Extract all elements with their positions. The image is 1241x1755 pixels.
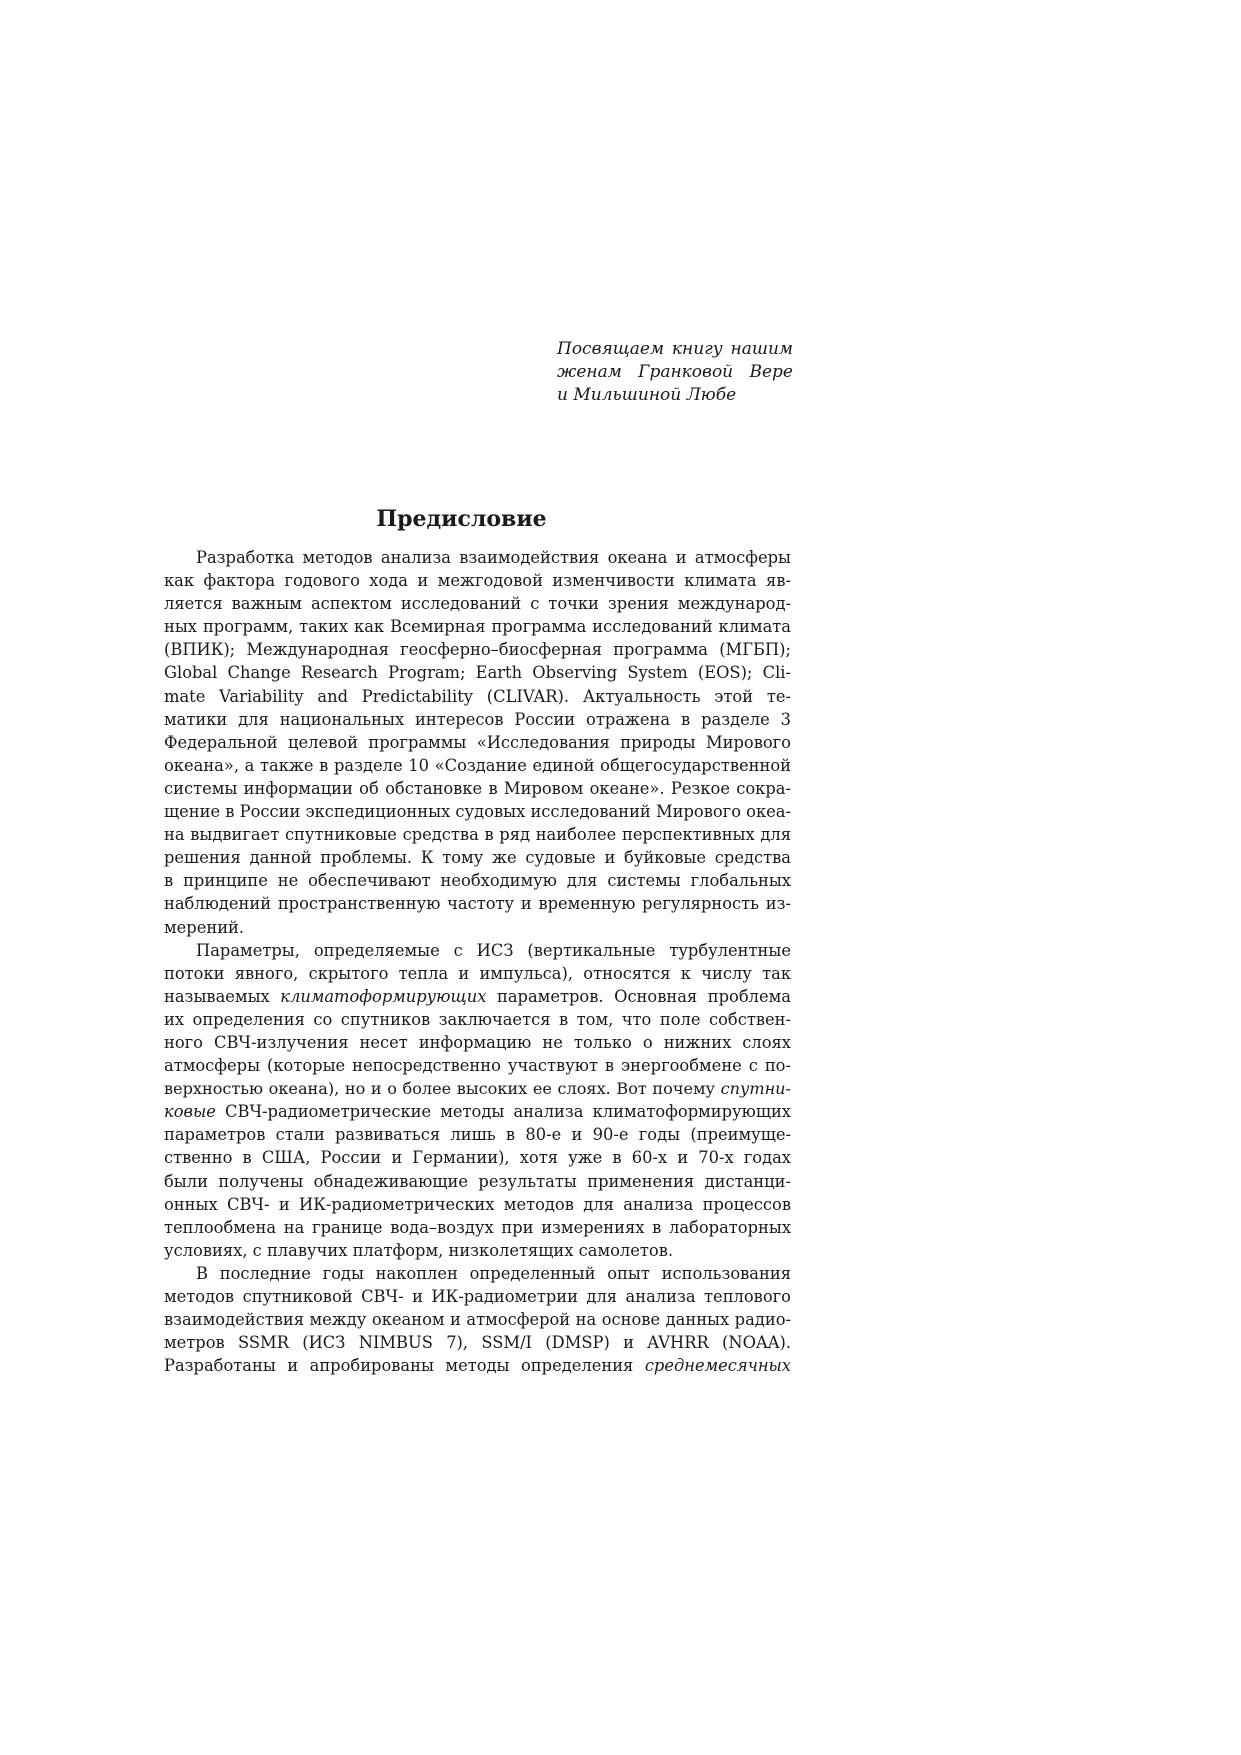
dedication-line: и Мильшиной Любе [557, 385, 737, 405]
text-line: мерений. [164, 917, 245, 937]
text-line: атмосферы (которые непосредственно участвуют в энергообмене с по- [164, 1056, 791, 1076]
text-line: онных СВЧ- и ИК-радиометрических методов для анализа процессов [164, 1194, 791, 1214]
text-run: называемых [164, 986, 270, 1006]
text-line: (ВПИК); Международная геосферно–биосферная программа (МГБП); [164, 640, 791, 660]
text-line: системы информации об обстановке в Мировом океане». Резкое сокра- [164, 778, 791, 798]
paragraph [132, 1262, 791, 1377]
text-line [132, 1100, 791, 1123]
dedication [557, 338, 793, 407]
text-line: их определения со спутников заключается в том, что поле собствен- [164, 1009, 791, 1029]
text-line [132, 985, 791, 1008]
text-run: верхностью океана), но и о более высоких ее слоях. Вот почему [164, 1079, 715, 1099]
emphasis: спутни- [720, 1079, 791, 1099]
text-line: в принципе не обеспечивают необходимую для системы глобальных [164, 871, 791, 891]
paragraph [132, 546, 791, 939]
text-line: как фактора годового хода и межгодовой изменчивости климата яв- [164, 571, 791, 591]
text-line: Параметры, определяемые с ИСЗ (вертикальные турбулентные [196, 940, 791, 960]
emphasis: климатоформирующих [280, 986, 487, 1006]
text-line: ляется важным аспектом исследований с точки зрения международ- [164, 594, 791, 614]
text-line: параметров стали развиваться лишь в 80-е и 90-е годы (преимуще- [164, 1125, 791, 1145]
text-run: Разработаны и апробированы методы определения [164, 1356, 634, 1376]
text-line: Разработка методов анализа взаимодействия океана и атмосферы [196, 548, 791, 567]
text-run: параметров. Основная проблема [496, 986, 791, 1006]
text-line: решения данной проблемы. К тому же судовые и буйковые средства [164, 848, 791, 868]
dedication-line: Посвящаем книгу нашим [557, 339, 793, 359]
text-line [132, 1354, 791, 1377]
text-line: теплообмена на границе вода–воздух при измерениях в лабораторных [164, 1217, 791, 1237]
text-line: условиях, с плавучих платформ, низколетящих самолетов. [164, 1240, 674, 1260]
emphasis: среднемесячных [644, 1356, 791, 1376]
text-line: ных программ, таких как Всемирная программа исследований климата [164, 617, 791, 637]
text-line: В последние годы накоплен определенный опыт использования [196, 1263, 791, 1283]
text-line: потоки явного, скрытого тепла и импульса), относятся к числу так [164, 963, 791, 983]
text-run: СВЧ-радиометрические методы анализа климатоформирующих [225, 1102, 791, 1122]
text-line: метров SSMR (ИСЗ NIMBUS 7), SSM/I (DMSP) и AVHRR (NOAA). [164, 1333, 791, 1353]
body-text [132, 546, 791, 1377]
paragraph [132, 939, 791, 1262]
text-line: взаимодействия между океаном и атмосферой на основе данных радио- [164, 1310, 791, 1330]
text-line: ственно в США, России и Германии), хотя уже в 60-х и 70-х годах [164, 1148, 791, 1168]
dedication-line: женам Гранковой Вере [557, 362, 793, 382]
text-line: матики для национальных интересов России отражена в разделе 3 [164, 709, 791, 729]
text-line: ного СВЧ-излучения несет информацию не только о нижних слоях [164, 1032, 791, 1052]
emphasis: ковые [164, 1102, 216, 1122]
text-line: методов спутниковой СВЧ- и ИК-радиометрии для анализа теплового [164, 1287, 791, 1306]
text-line: Global Change Research Program; Earth Observing System (EOS); Cli- [164, 663, 791, 683]
text-line [132, 1077, 791, 1100]
text-line: были получены обнадеживающие результаты применения дистанци- [164, 1171, 791, 1191]
text-line: mate Variability and Predictability (CLIVAR). Актуальность этой те- [164, 686, 791, 706]
text-line: наблюдений пространственную частоту и временную регулярность из- [164, 894, 791, 914]
text-line: Федеральной целевой программы «Исследования природы Мирового [164, 732, 791, 752]
section-heading: Предисловие [376, 506, 547, 532]
text-line: щение в России экспедиционных судовых исследований Мирового океа- [164, 802, 791, 822]
text-line: на выдвигает спутниковые средства в ряд наиболее перспективных для [164, 825, 791, 845]
text-line: океана», а также в разделе 10 «Создание единой общегосударственной [164, 755, 791, 775]
